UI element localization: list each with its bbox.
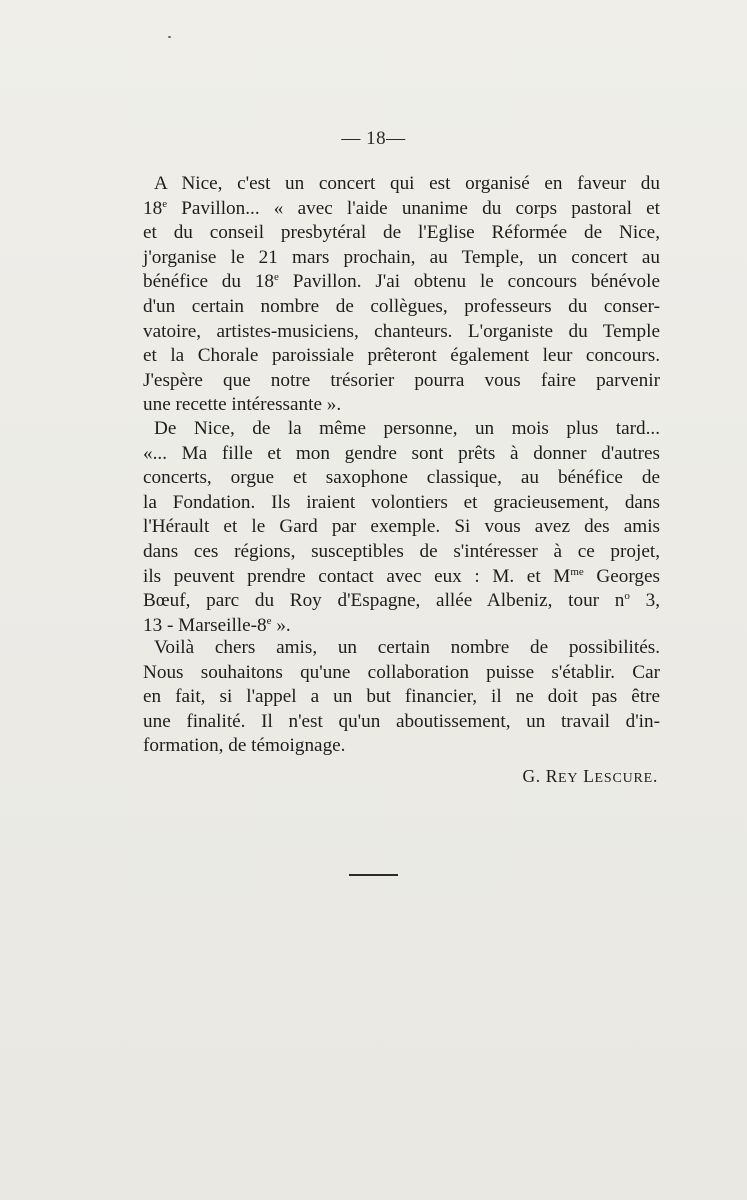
- text-line: j'organise le 21 mars prochain, au Temple, un concert au: [143, 246, 660, 268]
- text-line: Bœuf, parc du Roy d'Espagne, allée Albeniz, tour $n^o$ 3,: [143, 590, 660, 612]
- text-line: J'espère que notre trésorier pourra vous faire parvenir: [143, 369, 660, 391]
- text-line: ils peuvent prendre contact avec eux : M. et $M^{me}$ Georges: [143, 565, 660, 587]
- superscript: e: [274, 271, 279, 284]
- signature-part2: ESCURE: [594, 771, 654, 786]
- signature-part2-initial: L: [578, 766, 595, 786]
- superscript: o: [624, 590, 630, 603]
- text-line: De Nice, de la même personne, un mois plus tard...: [154, 418, 660, 439]
- text-line: A Nice, c'est un concert qui est organisé en faveur du: [154, 173, 660, 194]
- signature-initial: G. R: [522, 766, 558, 786]
- text-line: l'Hérault et le Gard par exemple. Si vous avez des amis: [143, 516, 660, 538]
- signature: [523, 766, 658, 787]
- text-line: bénéfice du 18e Pavillon. J'ai obtenu le concours bénévole: [143, 271, 660, 293]
- text-line: «... Ma fille et mon gendre sont prêts à donner d'autres: [143, 442, 660, 464]
- text-line: une finalité. Il n'est qu'un aboutissement, un travail d'in-: [143, 710, 660, 732]
- superscript: me: [570, 565, 584, 578]
- text-line: et du conseil presbytéral de l'Eglise Réformée de Nice,: [143, 222, 660, 244]
- paragraph-3: [143, 636, 660, 759]
- text-line: 18e Pavillon... « avec l'aide unanime du corps pastoral et: [143, 197, 660, 219]
- text-line: 13 - Marseille-8e ».: [143, 614, 291, 636]
- text-line: formation, de témoignage.: [143, 735, 346, 757]
- paragraph-text: [143, 417, 660, 638]
- paragraph-text: [143, 172, 660, 418]
- page-number: — 18—: [341, 128, 406, 149]
- paragraph-1: [143, 172, 660, 418]
- paragraph-2: [143, 417, 660, 638]
- superscript: e: [162, 197, 168, 210]
- text-line: la Fondation. Ils iraient volontiers et gracieusement, dans: [143, 491, 660, 513]
- separator-rule: [349, 874, 398, 876]
- paragraph-text: [143, 636, 660, 759]
- signature-end: .: [653, 766, 658, 786]
- text-line: Voilà chers amis, un certain nombre de possibilités.: [154, 637, 660, 658]
- paper-speck: [168, 36, 171, 38]
- text-line: vatoire, artistes-musiciens, chanteurs. L'organiste du Temple: [143, 320, 660, 342]
- text-line: concerts, orgue et saxophone classique, au bénéfice de: [143, 467, 660, 489]
- superscript: e: [266, 614, 272, 627]
- text-line: en fait, si l'appel a un but financier, il ne doit pas être: [143, 686, 660, 708]
- text-line: dans ces régions, susceptibles de s'intéresser à ce projet,: [143, 540, 660, 562]
- signature-part1: EY: [558, 771, 579, 786]
- text-line: et la Chorale paroissiale prêteront également leur concours.: [143, 345, 660, 367]
- text-line: une recette intéressante ».: [143, 394, 342, 416]
- text-line: d'un certain nombre de collègues, professeurs du conser-: [143, 295, 660, 317]
- text-line: Nous souhaitons qu'une collaboration puisse s'établir. Car: [143, 661, 660, 683]
